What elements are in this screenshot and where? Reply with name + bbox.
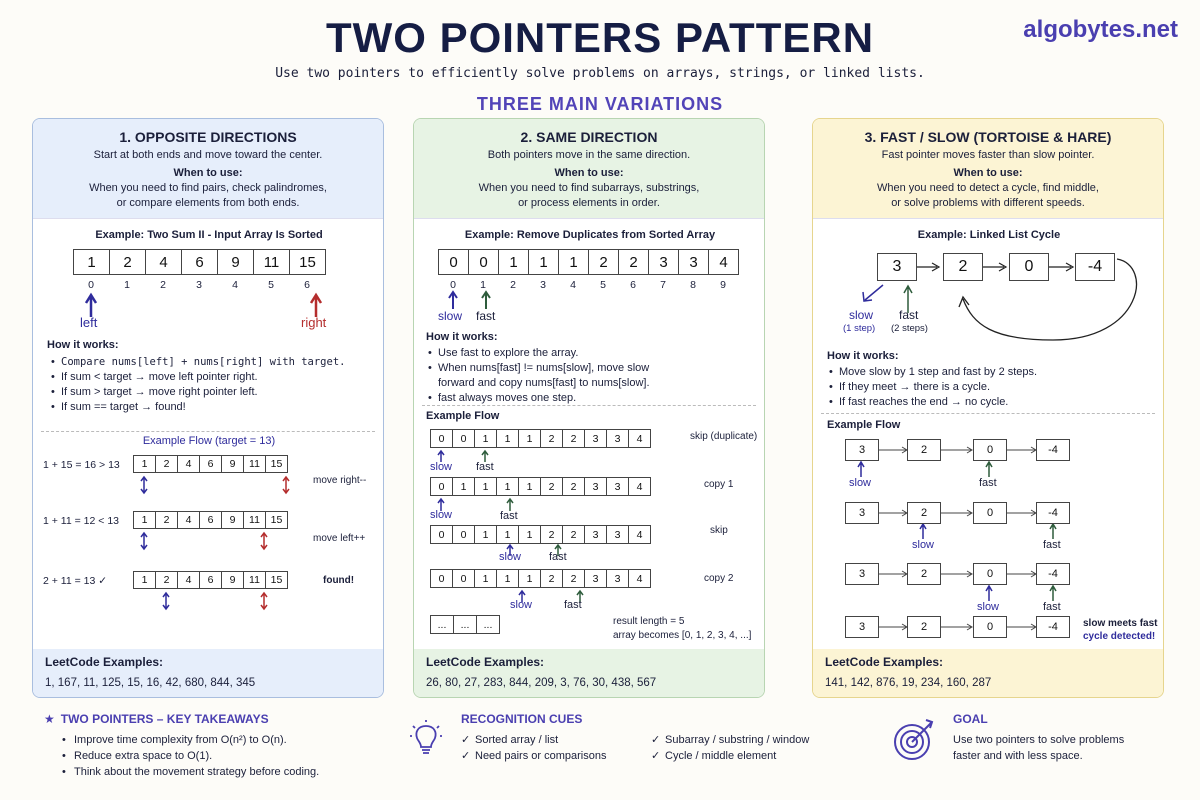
slow-label: slow xyxy=(499,551,522,563)
fast-label: fast xyxy=(500,510,518,522)
arrow-right-icon xyxy=(983,263,1006,271)
slow-label: slow xyxy=(510,599,533,611)
up-arrow-icon xyxy=(986,462,992,477)
index-label: 2 xyxy=(160,279,166,291)
leetcode-list: 141, 142, 876, 19, 234, 160, 287 xyxy=(825,677,992,689)
flow-arrows xyxy=(133,591,303,613)
list-node: -4 xyxy=(1036,439,1070,461)
when-to-use-title: When to use: xyxy=(953,167,1023,179)
goal-section xyxy=(953,712,1173,764)
when-to-use-line: or compare elements from both ends. xyxy=(116,197,300,209)
left-pointer-label: left xyxy=(80,315,98,330)
flow-equation: 1 + 11 = 12 < 13 xyxy=(43,515,119,527)
cycle-detected-label: cycle detected! xyxy=(1083,631,1156,642)
list-node: 3 xyxy=(845,439,879,461)
panel-header xyxy=(813,119,1163,219)
how-item: • If sum < target → move left pointer right. xyxy=(51,370,376,385)
takeaway-item: • Improve time complexity from O(n²) to O(n). xyxy=(62,732,364,748)
recognition-cues xyxy=(461,712,841,764)
panel-header xyxy=(414,119,764,219)
meet-label: slow meets fast xyxy=(1083,618,1158,629)
slow-label: slow xyxy=(977,601,1000,613)
leetcode-list: 1, 167, 11, 125, 15, 16, 42, 680, 844, 345 xyxy=(45,677,256,689)
cue-item: ✓ Subarray / substring / window xyxy=(651,732,841,748)
slow-step-label: (1 step) xyxy=(843,323,876,334)
list-node: 3 xyxy=(845,616,879,638)
flow-title: Example Flow xyxy=(827,419,901,431)
target-icon xyxy=(892,716,940,764)
result-text: result length = 5 array becomes [0, 1, 2, 3, 4, ...] xyxy=(613,616,752,641)
flow-arrows xyxy=(133,475,303,497)
when-to-use-line: or solve problems with different speeds. xyxy=(891,197,1085,209)
array-cell: 1 xyxy=(73,249,110,275)
flow-array: 1 2 4 6 9 11 15 xyxy=(133,571,288,589)
flow-array: 0 0 1 1 1 2 2 3 3 4 xyxy=(430,569,651,588)
index-label: 1 xyxy=(124,279,130,291)
array-cell: 2 xyxy=(109,249,146,275)
list-node: 3 xyxy=(845,502,879,524)
panel-description: Fast pointer moves faster than slow pointer. xyxy=(881,149,1095,161)
up-arrow-icon xyxy=(86,295,96,317)
panel-same-direction xyxy=(413,118,765,698)
up-down-arrow-icon xyxy=(283,477,289,493)
list-node: -4 xyxy=(1036,502,1070,524)
pointer-arrows xyxy=(414,289,765,311)
takeaway-item: • Reduce extra space to O(1). xyxy=(62,748,364,764)
list-node: 3 xyxy=(845,563,879,585)
panel-title: 3. FAST / SLOW (TORTOISE & HARE) xyxy=(864,129,1112,145)
list-node: -4 xyxy=(1075,253,1115,281)
takeaway-item: • Think about the movement strategy before coding. xyxy=(62,764,364,780)
leetcode-title: LeetCode Examples: xyxy=(45,655,164,669)
panel-description: Start at both ends and move toward the center. xyxy=(93,149,323,161)
slow-label: slow xyxy=(849,308,874,322)
flow-array: 0 0 1 1 1 2 2 3 3 4 xyxy=(430,525,651,544)
when-to-use-title: When to use: xyxy=(173,167,243,179)
list-node: -4 xyxy=(1036,563,1070,585)
goal-line: faster and with less space. xyxy=(953,750,1083,762)
flow-note: skip xyxy=(710,525,728,536)
slow-label: slow xyxy=(430,509,453,521)
up-arrow-icon xyxy=(920,524,926,539)
leetcode-title: LeetCode Examples: xyxy=(426,655,545,669)
up-arrow-icon xyxy=(858,462,864,477)
when-to-use-line: When you need to find subarrays, substrings, xyxy=(478,182,700,194)
takeaways-title: ★ TWO POINTERS – KEY TAKEAWAYS xyxy=(44,712,269,726)
index-label: 6 xyxy=(304,279,310,291)
flow-note: move right-- xyxy=(313,475,367,486)
list-node: 0 xyxy=(973,616,1007,638)
cue-item: ✓ Need pairs or comparisons xyxy=(461,748,651,764)
up-arrow-icon xyxy=(482,292,490,309)
leetcode-list: 26, 80, 27, 283, 844, 209, 3, 76, 30, 438, 567 xyxy=(426,677,657,689)
divider xyxy=(422,405,756,406)
flow-array: 0 0 1 1 1 2 2 3 3 4 xyxy=(430,429,651,448)
how-it-works-title: How it works: xyxy=(47,339,119,351)
list-node: 0 xyxy=(1009,253,1049,281)
star-icon: ★ xyxy=(44,712,55,726)
leetcode-section xyxy=(813,649,1163,697)
lightbulb-icon xyxy=(408,718,444,758)
how-item: • fast always moves one step. xyxy=(428,391,663,406)
array-cell: 6 xyxy=(181,249,218,275)
goal-line: Use two pointers to solve problems xyxy=(953,734,1125,746)
list-node: 2 xyxy=(907,502,941,524)
when-to-use-line: When you need to detect a cycle, find middle, xyxy=(877,182,1099,194)
brand-link[interactable]: algobytes.net xyxy=(1023,16,1178,43)
how-it-works-title: How it works: xyxy=(827,350,899,362)
list-node: 0 xyxy=(973,563,1007,585)
ellipsis-array: ... ... ... xyxy=(430,615,500,634)
up-arrow-icon xyxy=(311,295,321,317)
how-item: • Use fast to explore the array. xyxy=(428,346,663,361)
array-cell: 4 xyxy=(145,249,182,275)
arrow-right-icon xyxy=(916,263,939,271)
panel-title: 2. SAME DIRECTION xyxy=(520,129,658,145)
slow-label: slow xyxy=(430,461,453,473)
slow-pointer-label: slow xyxy=(438,309,463,323)
array-display: 0 0 1 1 1 2 2 3 3 4 xyxy=(438,249,739,275)
list-node: 2 xyxy=(907,563,941,585)
fast-label: fast xyxy=(549,551,567,563)
example-title: Example: Two Sum II - Input Array Is Sorted xyxy=(95,229,323,241)
array-cell: 9 xyxy=(217,249,254,275)
list-node: 0 xyxy=(973,439,1007,461)
arrow-right-icon xyxy=(1049,263,1073,271)
divider xyxy=(821,413,1155,414)
list-node: 0 xyxy=(973,502,1007,524)
list-node: 2 xyxy=(907,616,941,638)
page-title: TWO POINTERS PATTERN xyxy=(325,14,875,61)
flow-equation: 2 + 11 = 13 ✓ xyxy=(43,575,108,587)
index-label: 0 xyxy=(88,279,94,291)
index-label: 4 xyxy=(232,279,238,291)
slow-label: slow xyxy=(912,539,935,551)
how-it-works-list xyxy=(428,346,663,406)
flow-title: Example Flow (target = 13) xyxy=(142,435,276,447)
flow-arrows xyxy=(133,531,303,553)
panel-title: 1. OPPOSITE DIRECTIONS xyxy=(119,129,297,145)
fast-label: fast xyxy=(1043,601,1061,613)
how-item: • Compare nums[left] + nums[right] with target. xyxy=(51,355,376,370)
when-to-use-line: When you need to find pairs, check palindromes, xyxy=(89,182,327,194)
fast-step-label: (2 steps) xyxy=(891,323,928,334)
how-it-works-title: How it works: xyxy=(426,331,498,343)
fast-label: fast xyxy=(564,599,582,611)
flow-equation: 1 + 15 = 16 > 13 xyxy=(43,459,120,471)
arrow-icon xyxy=(863,285,883,301)
fast-pointer-label: fast xyxy=(476,309,496,323)
how-item: • When nums[fast] != nums[slow], move slow forward and copy nums[fast] to nums[slow]. xyxy=(428,361,663,391)
flow-note: move left++ xyxy=(313,533,366,544)
cues-title: RECOGNITION CUES xyxy=(461,712,583,726)
fast-label: fast xyxy=(1043,539,1061,551)
example-title: Example: Linked List Cycle xyxy=(917,229,1061,241)
panel-opposite-directions xyxy=(32,118,384,698)
up-arrow-icon xyxy=(449,292,457,309)
how-item: • If they meet → there is a cycle. xyxy=(829,380,1149,395)
when-to-use-title: When to use: xyxy=(554,167,624,179)
leetcode-section xyxy=(414,649,764,697)
how-it-works-list xyxy=(51,355,376,415)
slow-label: slow xyxy=(849,477,872,489)
right-pointer-label: right xyxy=(301,315,327,330)
array-display xyxy=(73,249,326,275)
flow-array: 1 2 4 6 9 11 15 xyxy=(133,455,288,473)
example-title: Example: Remove Duplicates from Sorted Array xyxy=(464,229,716,241)
how-item: • If sum > target → move right pointer left. xyxy=(51,385,376,400)
panel-header xyxy=(33,119,383,219)
panel-description: Both pointers move in the same direction. xyxy=(487,149,691,161)
up-down-arrow-icon xyxy=(141,477,147,493)
when-to-use-line: or process elements in order. xyxy=(518,197,660,209)
flow-title: Example Flow xyxy=(426,410,500,422)
array-cell: 15 xyxy=(289,249,326,275)
fast-label: fast xyxy=(899,308,919,322)
fast-label: fast xyxy=(979,477,997,489)
cue-item: ✓ Sorted array / list xyxy=(461,732,651,748)
list-node: 3 xyxy=(877,253,917,281)
leetcode-title: LeetCode Examples: xyxy=(825,655,944,669)
fast-label: fast xyxy=(476,461,494,473)
leetcode-section xyxy=(33,649,383,697)
list-node: -4 xyxy=(1036,616,1070,638)
how-item: • If sum == target → found! xyxy=(51,400,376,415)
list-node: 2 xyxy=(943,253,983,281)
goal-title: GOAL xyxy=(953,712,988,726)
flow-array: 0 1 1 1 1 2 2 3 3 4 xyxy=(430,477,651,496)
flow-note-found: found! xyxy=(323,575,355,586)
array-indices: 0 1 2 3 4 5 6 7 8 9 xyxy=(450,279,726,291)
array-cell: 11 xyxy=(253,249,290,275)
list-node: 2 xyxy=(907,439,941,461)
up-down-arrow-icon xyxy=(141,533,147,549)
flow-array: 1 2 4 6 9 11 15 xyxy=(133,511,288,529)
index-label: 5 xyxy=(268,279,274,291)
up-arrow-icon xyxy=(1050,524,1056,539)
flow-note: copy 1 xyxy=(704,479,734,490)
section-heading: THREE MAIN VARIATIONS xyxy=(476,94,724,114)
key-takeaways xyxy=(44,712,364,780)
up-arrow-icon xyxy=(986,586,992,601)
how-item: • Move slow by 1 step and fast by 2 steps. xyxy=(829,365,1149,380)
index-label: 3 xyxy=(196,279,202,291)
up-down-arrow-icon xyxy=(261,593,267,609)
up-down-arrow-icon xyxy=(261,533,267,549)
page-subtitle: Use two pointers to efficiently solve problems on arrays, strings, or linked lists. xyxy=(275,66,925,81)
up-down-arrow-icon xyxy=(163,593,169,609)
how-item: • If fast reaches the end → no cycle. xyxy=(829,395,1149,410)
flow-note: skip (duplicate) xyxy=(690,431,758,442)
panel-fast-slow xyxy=(812,118,1164,698)
cue-item: ✓ Cycle / middle element xyxy=(651,748,841,764)
up-arrow-icon xyxy=(1050,586,1056,601)
how-it-works-list xyxy=(829,365,1149,410)
divider xyxy=(41,431,375,432)
flow-note: copy 2 xyxy=(704,573,734,584)
